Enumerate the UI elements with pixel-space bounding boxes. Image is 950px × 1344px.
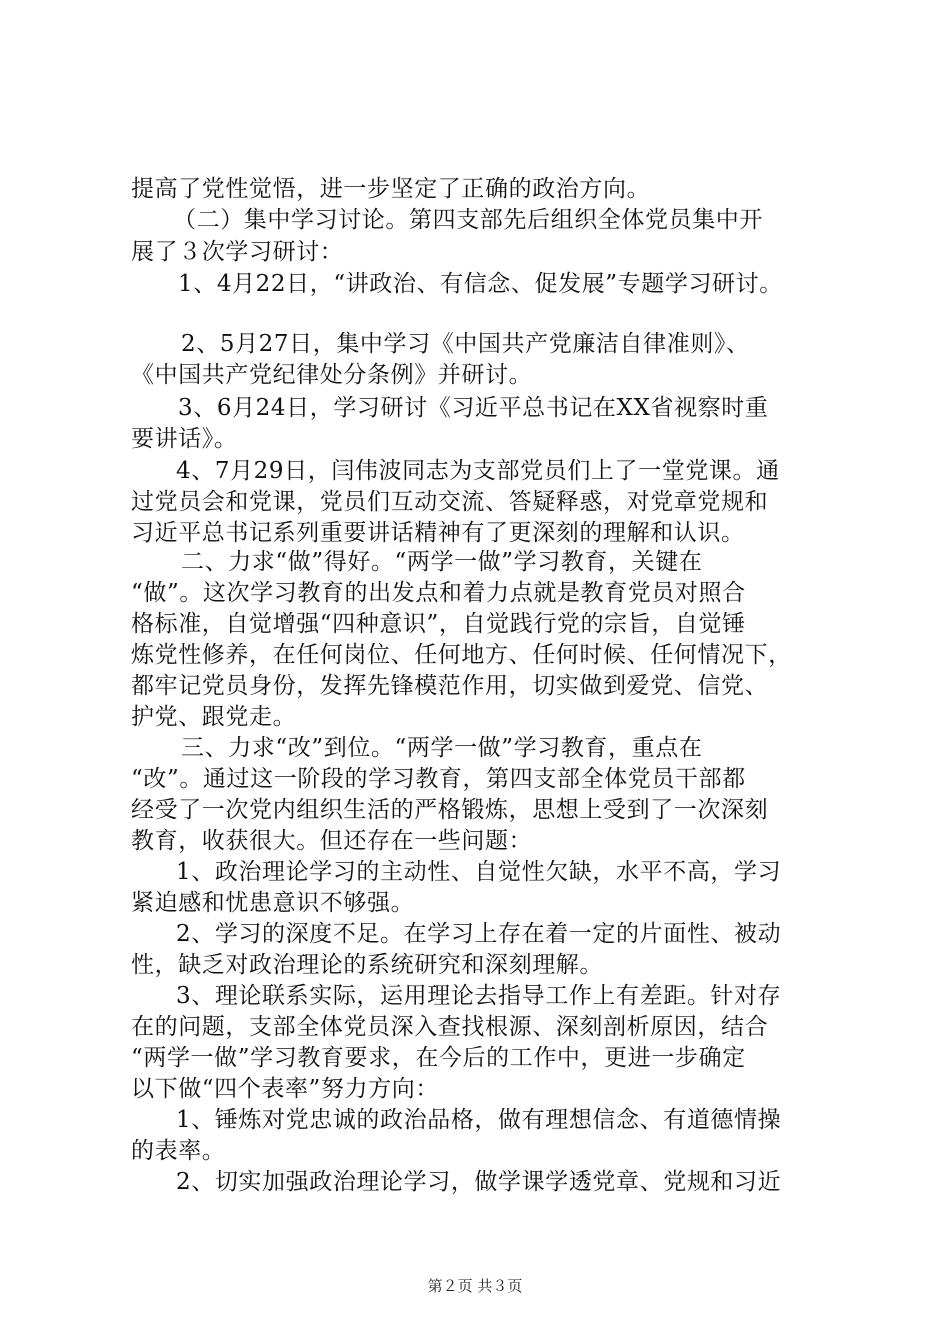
text-line: “做”。这次学习教育的出发点和着力点就是教育党员对照合 — [131, 580, 746, 606]
text-line: 炼党性修养，在任何岗位、任何地方、任何时候、任何情况下， — [131, 642, 792, 668]
text-line: 二、力求“做”得好。“两学一做”学习教育，关键在 — [181, 549, 703, 575]
text-line: 过党员会和党课，党员们互动交流、答疑释惑，对党章党规和 — [131, 489, 769, 515]
text-line: 2、切实加强政治理论学习，做学课学透党章、党规和习近 — [176, 1169, 782, 1195]
text-line: 3、理论联系实际，运用理论去指导工作上有差距。针对存 — [176, 983, 782, 1009]
text-line: 习近平总书记系列重要讲话精神有了更深刻的理解和认识。 — [131, 520, 745, 546]
text-line: 经受了一次党内组织生活的严格锻炼，思想上受到了一次深刻 — [131, 797, 769, 823]
text-line: 性，缺乏对政治理论的系统研究和深刻理解。 — [131, 952, 603, 978]
page-number-label: 第２页 共３页 — [427, 1277, 523, 1295]
text-line: 1、锤炼对党忠诚的政治品格，做有理想信念、有道德情操 — [176, 1107, 782, 1133]
text-line: 展了３次学习研讨： — [131, 239, 344, 265]
text-line: 教育，收获很大。但还存在一些问题： — [131, 828, 533, 854]
text-line: 的表率。 — [131, 1138, 226, 1164]
text-line: （二）集中学习讨论。第四支部先后组织全体党员集中开 — [173, 207, 763, 233]
text-line: 3、6月24日，学习研讨《习近平总书记在XX省视察时重 — [178, 395, 769, 421]
text-line: “改”。通过这一阶段的学习教育，第四支部全体党员干部都 — [131, 766, 746, 792]
text-line: 2、学习的深度不足。在学习上存在着一定的片面性、被动 — [176, 921, 782, 947]
text-line: 都牢记党员身份，发挥先锋模范作用，切实做到爱党、信党、 — [131, 673, 769, 699]
text-line: 《中国共产党纪律处分条例》并研讨。 — [131, 362, 533, 388]
text-line: 提高了党性觉悟，进一步坚定了正确的政治方向。 — [131, 176, 651, 202]
text-line: 1、4月22日，“讲政治、有信念、促发展”专题学习研讨。 — [178, 271, 783, 297]
text-line: 在的问题，支部全体党员深入查找根源、深刻剖析原因，结合 — [131, 1014, 769, 1040]
text-line: 4、7月29日，闫伟波同志为支部党员们上了一堂党课。通 — [176, 458, 780, 484]
text-line: 紧迫感和忧患意识不够强。 — [131, 890, 415, 916]
text-line: 格标准，自觉增强“四种意识”，自觉践行党的宗旨，自觉锤 — [131, 611, 746, 637]
text-line: 1、政治理论学习的主动性、自觉性欠缺，水平不高，学习 — [176, 859, 782, 885]
page-footer — [0, 1276, 950, 1296]
text-line: 以下做“四个表率”努力方向： — [131, 1076, 439, 1102]
text-line: “两学一做”学习教育要求，在今后的工作中，更进一步确定 — [131, 1045, 746, 1071]
text-line: 三、力求“改”到位。“两学一做”学习教育，重点在 — [181, 735, 703, 761]
text-line: 2、5月27日，集中学习《中国共产党廉洁自律准则》、 — [181, 331, 750, 357]
text-line: 护党、跟党走。 — [131, 704, 297, 730]
text-line: 要讲话》。 — [131, 426, 238, 452]
